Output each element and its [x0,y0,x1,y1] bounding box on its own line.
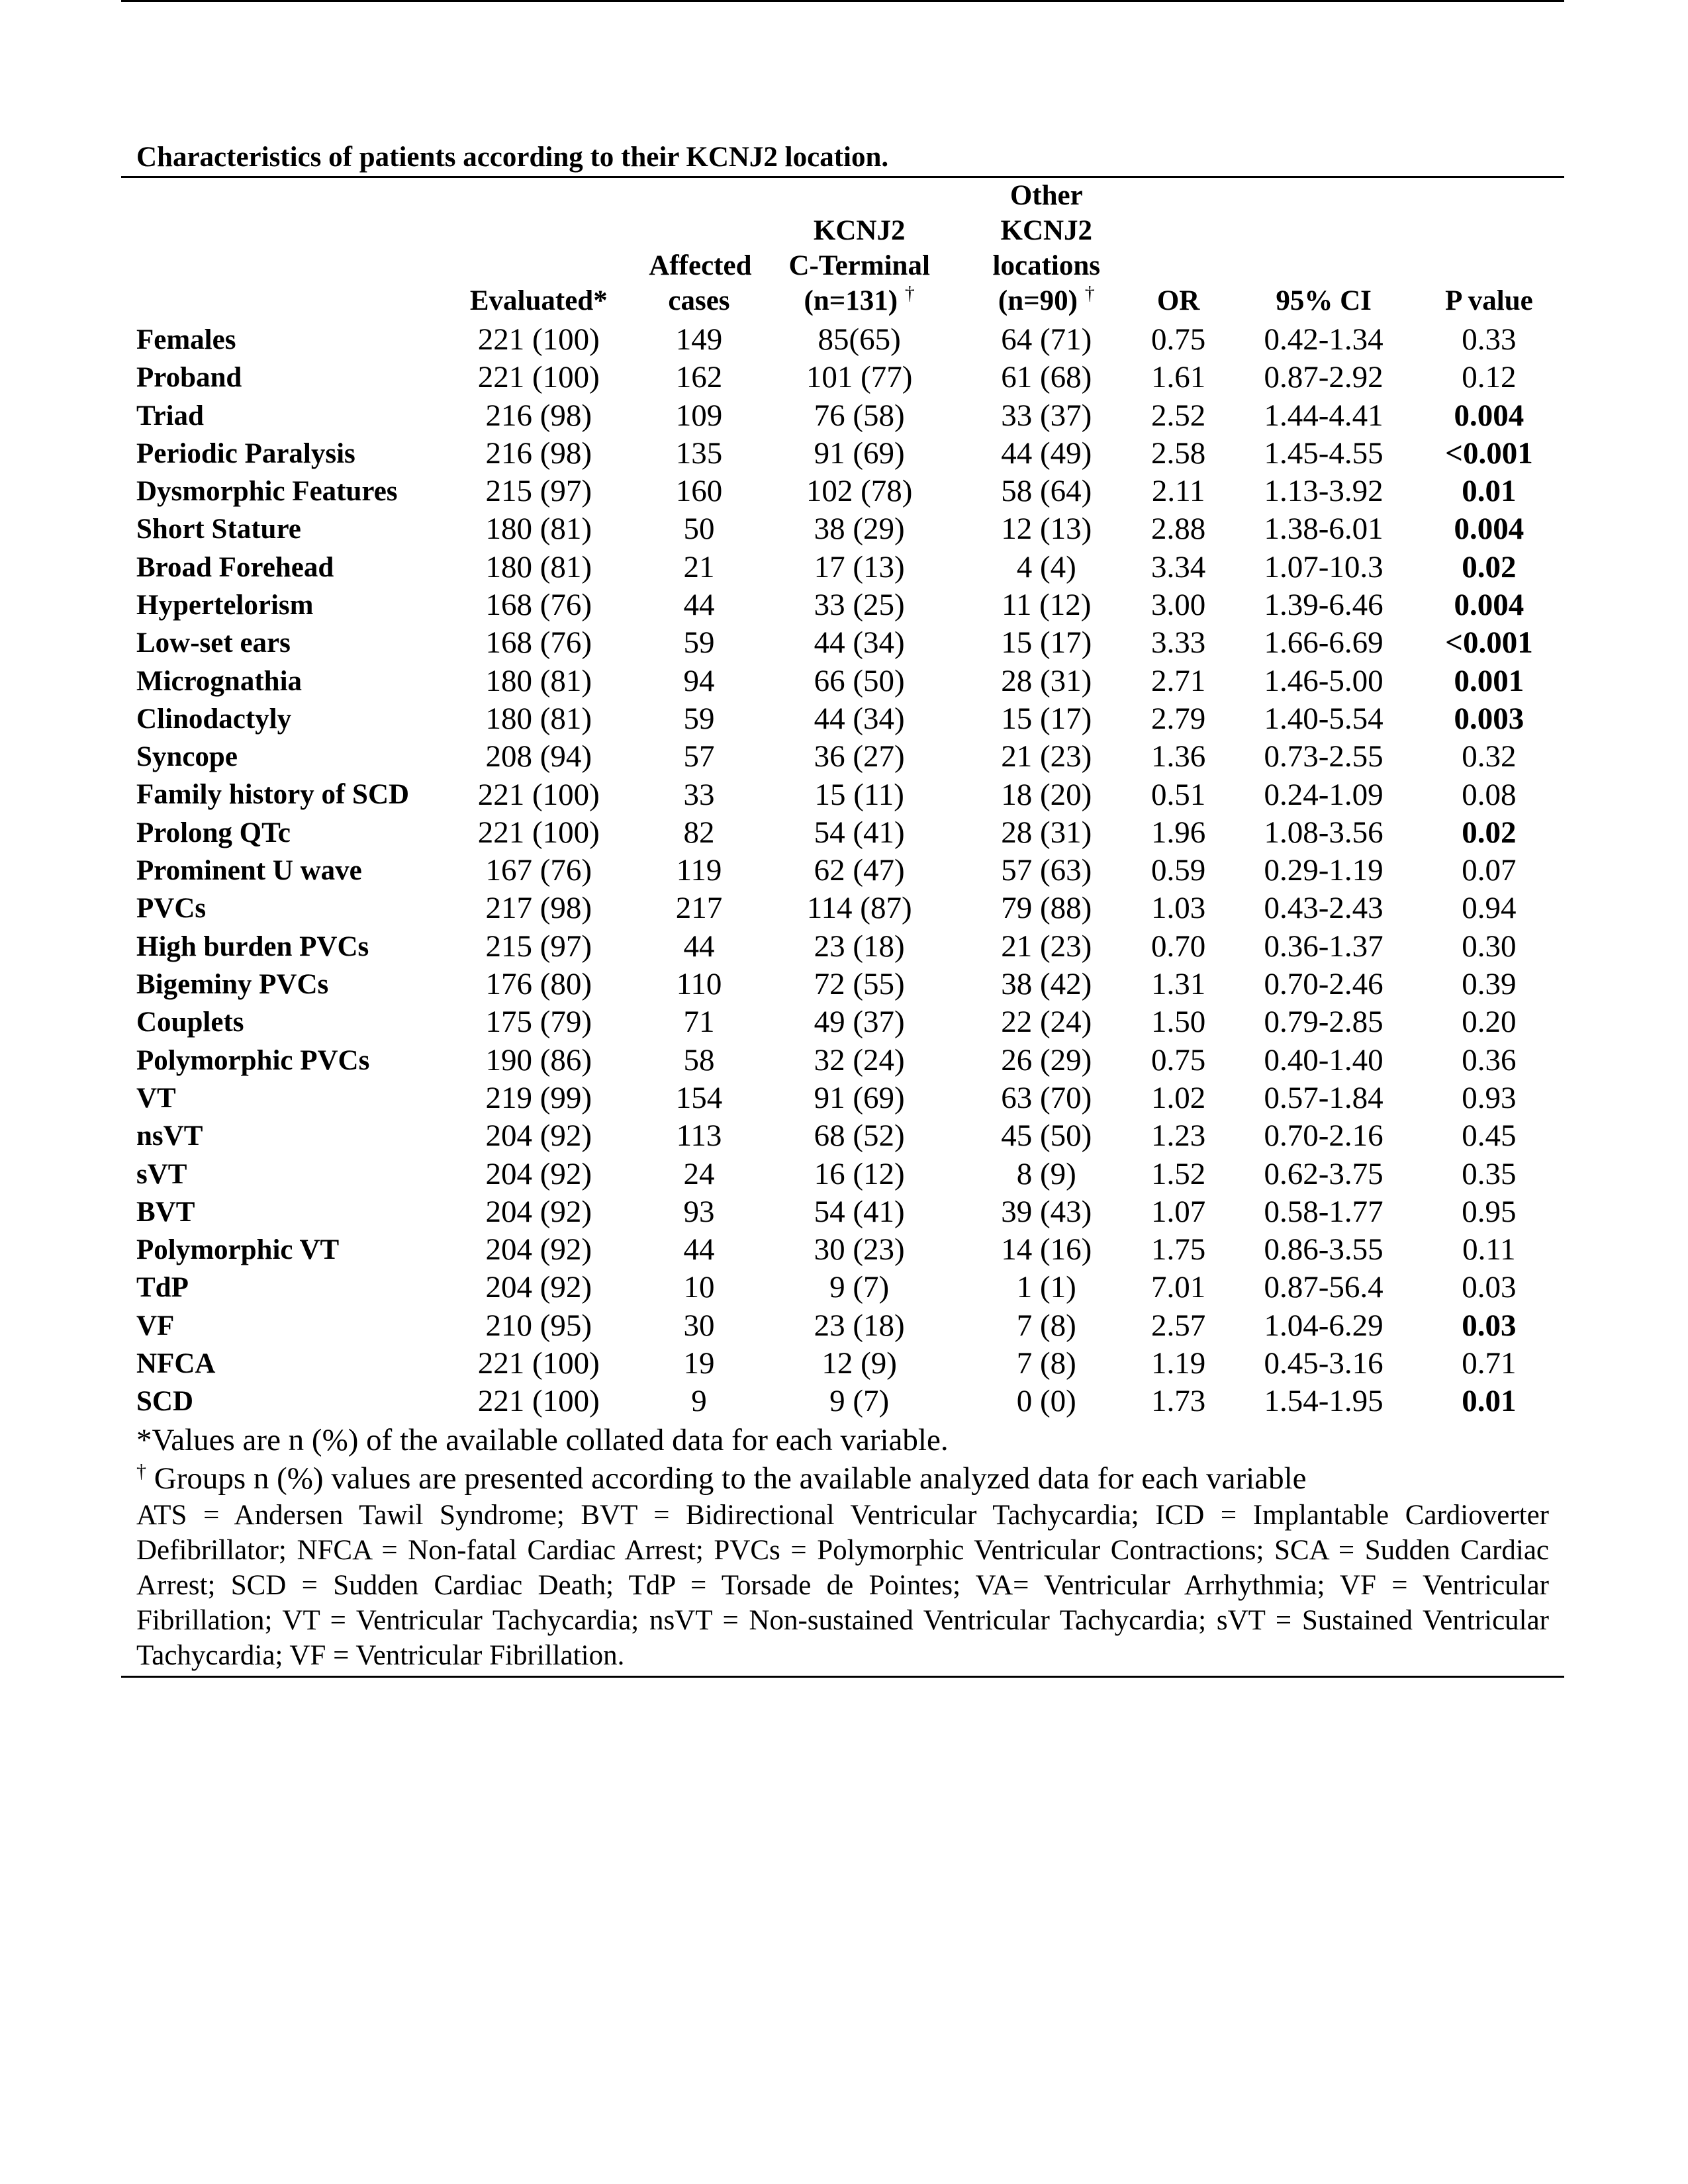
cell-ci: 0.29-1.19 [1264,853,1383,888]
cell-p: 0.03 [1462,1308,1517,1343]
cell-other: 12 (13) [1001,512,1092,547]
cell-other: 58 (64) [1001,474,1092,509]
cell-p: 0.001 [1454,663,1524,698]
cell-affected: 10 [683,1270,715,1305]
cell-variable: Dysmorphic Features [136,476,398,508]
cell-p: 0.71 [1462,1346,1517,1381]
table-row [121,966,1564,1003]
cell-or: 2.57 [1150,1308,1206,1343]
cell-p: 0.03 [1462,1270,1517,1305]
cell-or: 7.01 [1150,1270,1206,1305]
cell-affected: 19 [683,1346,715,1381]
cell-variable: Females [136,324,236,355]
cell-ci: 1.08-3.56 [1264,815,1383,850]
cell-p: 0.11 [1462,1232,1516,1267]
cell-ci: 0.87-2.92 [1264,360,1383,395]
header-other-locations [970,178,1123,321]
cell-p: 0.02 [1462,549,1517,584]
cell-other: 63 (70) [1001,1080,1092,1115]
table-row [121,1307,1564,1345]
header-ci [1233,178,1414,321]
table-row [121,549,1564,586]
cell-p: 0.07 [1462,853,1517,888]
cell-p: 0.95 [1462,1194,1517,1229]
header-other-line1: Other [1009,180,1083,211]
cell-evaluated: 215 (97) [485,474,592,509]
header-ci-text: 95% CI [1276,285,1372,316]
cell-cterm: 36 (27) [814,739,905,774]
cell-or: 1.52 [1150,1156,1206,1191]
table-row [121,1269,1564,1306]
cell-other: 26 (29) [1001,1042,1092,1077]
header-cterminal-line3: (n=131) [804,285,898,316]
cell-variable: Periodic Paralysis [136,437,355,469]
cell-affected: 109 [675,398,723,433]
cell-evaluated: 176 (80) [485,967,592,1002]
cell-or: 0.51 [1150,777,1206,812]
cell-affected: 162 [675,360,723,395]
cell-affected: 135 [675,435,723,471]
cell-cterm: 54 (41) [814,1194,905,1229]
table-row [121,1231,1564,1269]
cell-ci: 1.46-5.00 [1264,663,1383,698]
cell-cterm: 114 (87) [806,891,912,926]
header-variable [121,178,428,321]
cell-affected: 154 [675,1080,723,1115]
cell-evaluated: 180 (81) [485,549,592,584]
cell-affected: 44 [683,1232,715,1267]
cell-or: 0.70 [1150,929,1206,964]
cell-or: 0.75 [1150,1042,1206,1077]
cell-variable: sVT [136,1158,187,1190]
cell-other: 22 (24) [1001,1005,1092,1040]
cell-p: 0.004 [1454,512,1524,547]
header-affected-line1: Affected [649,250,752,281]
cell-ci: 0.40-1.40 [1264,1042,1383,1077]
cell-other: 28 (31) [1001,815,1092,850]
cell-affected: 59 [683,701,715,736]
cell-p: <0.001 [1445,435,1533,471]
cell-other: 18 (20) [1001,777,1092,812]
table-block [121,139,1564,1678]
cell-variable: Short Stature [136,514,301,545]
cell-affected: 119 [676,853,722,888]
cell-other: 38 (42) [1001,967,1092,1002]
cell-ci: 1.40-5.54 [1264,701,1383,736]
cell-variable: Hypertelorism [136,590,314,621]
cell-variable: Family history of SCD [136,778,410,810]
cell-other: 21 (23) [1001,929,1092,964]
cell-p: 0.02 [1462,815,1517,850]
header-or [1123,178,1234,321]
cell-ci: 0.86-3.55 [1264,1232,1383,1267]
cell-cterm: 85(65) [818,322,901,357]
header-cterminal-line1: KCNJ2 [813,215,906,246]
cell-evaluated: 204 (92) [485,1270,592,1305]
footnote-dagger: † [136,1459,146,1482]
cell-p: 0.32 [1462,739,1517,774]
cell-p: 0.004 [1454,398,1524,433]
cell-variable: NFCA [136,1348,216,1380]
cell-cterm: 91 (69) [814,1080,905,1115]
cell-evaluated: 221 (100) [477,777,600,812]
header-other-line2: KCNJ2 [1000,215,1093,246]
cell-ci: 1.38-6.01 [1264,512,1383,547]
cell-or: 0.75 [1150,322,1206,357]
cell-ci: 1.54-1.95 [1264,1384,1383,1419]
cell-other: 79 (88) [1001,891,1092,926]
table-row [121,814,1564,852]
cell-other: 15 (17) [1001,701,1092,736]
cell-cterm: 66 (50) [814,663,905,698]
cell-other: 4 (4) [1016,549,1076,584]
cell-or: 1.75 [1150,1232,1206,1267]
header-affected-line2: cases [668,285,730,316]
table-row [121,928,1564,966]
cell-other: 44 (49) [1001,435,1092,471]
table-row [121,321,1564,359]
cell-affected: 149 [675,322,723,357]
cell-evaluated: 180 (81) [485,663,592,698]
cell-cterm: 32 (24) [814,1042,905,1077]
cell-ci: 0.43-2.43 [1264,891,1383,926]
cell-variable: Syncope [136,741,238,773]
cell-affected: 93 [683,1194,715,1229]
cell-or: 2.11 [1151,474,1205,509]
header-other-line4: (n=90) [998,285,1078,316]
cell-cterm: 17 (13) [814,549,905,584]
cell-affected: 217 [675,891,723,926]
table-row [121,1079,1564,1117]
cell-ci: 1.44-4.41 [1264,398,1383,433]
table-row [121,700,1564,738]
table-row [121,1117,1564,1155]
cell-other: 21 (23) [1001,739,1092,774]
cell-variable: nsVT [136,1120,203,1152]
cell-other: 14 (16) [1001,1232,1092,1267]
cell-evaluated: 221 (100) [477,815,600,850]
header-cterminal-line2: C-Terminal [788,250,930,281]
cell-or: 2.71 [1150,663,1206,698]
cell-p: 0.20 [1462,1005,1517,1040]
cell-cterm: 54 (41) [814,815,905,850]
cell-evaluated: 216 (98) [485,435,592,471]
cell-affected: 50 [683,512,715,547]
cell-evaluated: 204 (92) [485,1118,592,1154]
cell-evaluated: 210 (95) [485,1308,592,1343]
cell-or: 1.07 [1150,1194,1206,1229]
cell-p: 0.36 [1462,1042,1517,1077]
cell-or: 1.73 [1150,1384,1206,1419]
cell-evaluated: 208 (94) [485,739,592,774]
table-body [121,321,1564,1421]
header-or-text: OR [1156,285,1200,316]
cell-ci: 0.62-3.75 [1264,1156,1383,1191]
cell-cterm: 72 (55) [814,967,905,1002]
cell-variable: Broad Forehead [136,551,334,583]
cell-evaluated: 167 (76) [485,853,592,888]
cell-cterm: 16 (12) [814,1156,905,1191]
cell-affected: 113 [676,1118,722,1154]
cell-cterm: 12 (9) [821,1346,897,1381]
cell-variable: Polymorphic VT [136,1234,340,1266]
cell-ci: 0.79-2.85 [1264,1005,1383,1040]
table-row [121,1345,1564,1383]
cell-evaluated: 190 (86) [485,1042,592,1077]
table-row [121,1042,1564,1079]
cell-p: 0.003 [1454,701,1524,736]
cell-affected: 44 [683,929,715,964]
cell-variable: Prominent U wave [136,855,362,887]
cell-cterm: 44 (34) [814,625,905,660]
cell-evaluated: 168 (76) [485,625,592,660]
cell-or: 3.34 [1150,549,1206,584]
cell-ci: 1.07-10.3 [1264,549,1383,584]
cell-ci: 0.73-2.55 [1264,739,1383,774]
cell-evaluated: 221 (100) [477,322,600,357]
cell-cterm: 76 (58) [814,398,905,433]
cell-variable: Low-set ears [136,627,291,659]
cell-cterm: 49 (37) [814,1005,905,1040]
cell-or: 2.52 [1150,398,1206,433]
table-row [121,1156,1564,1193]
table-row [121,1383,1564,1420]
cell-affected: 21 [683,549,715,584]
cell-variable: SCD [136,1386,194,1418]
cell-ci: 0.42-1.34 [1264,322,1383,357]
cell-evaluated: 221 (100) [477,360,600,395]
cell-variable: Proband [136,362,242,394]
header-evaluated-text: Evaluated* [469,285,608,316]
cell-evaluated: 204 (92) [485,1156,592,1191]
top-rule [121,0,1564,2]
cell-or: 1.02 [1150,1080,1206,1115]
cell-variable: High burden PVCs [136,931,369,962]
cell-other: 39 (43) [1001,1194,1092,1229]
cell-or: 1.31 [1150,967,1206,1002]
header-p-text: P value [1445,285,1533,316]
cell-or: 1.03 [1150,891,1206,926]
cell-affected: 57 [683,739,715,774]
cell-cterm: 23 (18) [814,929,905,964]
cell-ci: 0.57-1.84 [1264,1080,1383,1115]
table-row [121,397,1564,435]
cell-ci: 1.04-6.29 [1264,1308,1383,1343]
cell-other: 11 (12) [1002,588,1092,623]
cell-evaluated: 216 (98) [485,398,592,433]
cell-cterm: 44 (34) [814,701,905,736]
table-row [121,738,1564,776]
cell-p: 0.93 [1462,1080,1517,1115]
cell-evaluated: 175 (79) [485,1005,592,1040]
results-table [121,178,1564,1421]
table-row [121,624,1564,662]
cell-cterm: 101 (77) [806,360,913,395]
cell-ci: 0.45-3.16 [1264,1346,1383,1381]
cell-other: 1 (1) [1016,1270,1076,1305]
cell-or: 1.23 [1150,1118,1206,1154]
cell-other: 8 (9) [1016,1156,1076,1191]
cell-ci: 0.24-1.09 [1264,777,1383,812]
table-row [121,889,1564,927]
table-row [121,1193,1564,1231]
cell-affected: 71 [683,1005,715,1040]
cell-variable: VT [136,1082,176,1114]
cell-other: 0 (0) [1016,1384,1076,1419]
cell-p: 0.01 [1462,1384,1517,1419]
cell-variable: PVCs [136,893,207,925]
cell-cterm: 62 (47) [814,853,905,888]
cell-ci: 1.66-6.69 [1264,625,1383,660]
header-affected [649,178,752,321]
cell-affected: 33 [683,777,715,812]
cell-other: 61 (68) [1001,360,1092,395]
table-row [121,776,1564,814]
table-caption: Characteristics of patients according to their KCNJ2 location. [121,139,1564,178]
cell-p: 0.33 [1462,322,1517,357]
cell-p: 0.45 [1462,1118,1517,1154]
cell-variable: BVT [136,1196,195,1228]
cell-p: 0.35 [1462,1156,1517,1191]
cell-variable: Prolong QTc [136,817,291,848]
cell-p: 0.94 [1462,891,1517,926]
cell-evaluated: 180 (81) [485,701,592,736]
cell-affected: 9 [691,1384,707,1419]
header-cterminal [749,178,970,321]
cell-evaluated: 168 (76) [485,588,592,623]
cell-or: 1.19 [1150,1346,1206,1381]
cell-variable: Bigeminy PVCs [136,969,329,1001]
cell-ci: 0.70-2.46 [1264,967,1383,1002]
cell-or: 1.36 [1150,739,1206,774]
cell-ci: 0.58-1.77 [1264,1194,1383,1229]
cell-or: 3.00 [1150,588,1206,623]
cell-ci: 0.70-2.16 [1264,1118,1383,1154]
cell-variable: Couplets [136,1007,244,1038]
table-row [121,852,1564,889]
header-row [121,178,1564,321]
footnotes [121,1421,1564,1678]
cell-affected: 24 [683,1156,715,1191]
cell-affected: 82 [683,815,715,850]
cell-or: 3.33 [1150,625,1206,660]
cell-p: 0.004 [1454,588,1524,623]
cell-other: 15 (17) [1001,625,1092,660]
cell-or: 2.58 [1150,435,1206,471]
cell-evaluated: 215 (97) [485,929,592,964]
header-cterminal-dagger: † [904,282,915,304]
cell-variable: TdP [136,1272,189,1304]
footnote-abbreviations: ATS = Andersen Tawil Syndrome; BVT = Bidirectional Ventricular Tachycardia; ICD = Implantable Cardioverter Defibrillator; NFCA = Non-fatal Cardiac Arrest; PVCs = Polymorphic Ventricular Contractions; SCA = Sudden Cardiac Arrest; SCD = Sudden Cardiac Death; TdP = Torsade de Pointes; VA= Ventricular Arrhythmia; VF = Ventricular Fibrillation; VT = Ventricular Tachycardia; nsVT = Non-sustained Ventricular Tachycardia; sVT = Sustained Ventricular Tachycardia; VF = Ventricular Fibrillation. [136,1499,1549,1671]
cell-affected: 58 [683,1042,715,1077]
cell-p: 0.39 [1462,967,1517,1002]
cell-or: 0.59 [1150,853,1206,888]
cell-variable: Triad [136,400,204,432]
cell-p: <0.001 [1445,625,1533,660]
footnote-groups [136,1459,1549,1498]
table-row [121,473,1564,510]
cell-ci: 0.36-1.37 [1264,929,1383,964]
cell-ci: 1.13-3.92 [1264,474,1383,509]
table-row [121,359,1564,396]
cell-or: 1.61 [1150,360,1206,395]
cell-other: 33 (37) [1001,398,1092,433]
cell-affected: 160 [675,474,723,509]
cell-cterm: 33 (25) [814,588,905,623]
cell-or: 1.96 [1150,815,1206,850]
table-row [121,435,1564,473]
cell-cterm: 91 (69) [814,435,905,471]
cell-other: 45 (50) [1001,1118,1092,1154]
cell-variable: VF [136,1310,175,1342]
cell-variable: Micrognathia [136,665,303,697]
table-row [121,662,1564,700]
cell-evaluated: 217 (98) [485,891,592,926]
cell-or: 1.50 [1150,1005,1206,1040]
cell-cterm: 15 (11) [814,777,904,812]
cell-affected: 94 [683,663,715,698]
cell-cterm: 9 (7) [829,1270,890,1305]
cell-affected: 110 [676,967,722,1002]
header-other-line3: locations [992,250,1100,281]
header-evaluated [428,178,649,321]
cell-other: 64 (71) [1001,322,1092,357]
cell-p: 0.01 [1462,474,1517,509]
cell-p: 0.08 [1462,777,1517,812]
cell-cterm: 102 (78) [806,474,913,509]
cell-or: 2.88 [1150,512,1206,547]
cell-affected: 59 [683,625,715,660]
cell-affected: 44 [683,588,715,623]
cell-other: 57 (63) [1001,853,1092,888]
cell-cterm: 23 (18) [814,1308,905,1343]
cell-ci: 1.45-4.55 [1264,435,1383,471]
table-row [121,586,1564,624]
cell-evaluated: 204 (92) [485,1232,592,1267]
cell-evaluated: 219 (99) [485,1080,592,1115]
cell-cterm: 9 (7) [829,1384,890,1419]
cell-other: 7 (8) [1016,1346,1076,1381]
table-row [121,1003,1564,1041]
cell-p: 0.12 [1462,360,1517,395]
cell-ci: 0.87-56.4 [1264,1270,1383,1305]
cell-cterm: 38 (29) [814,512,905,547]
cell-evaluated: 204 (92) [485,1194,592,1229]
cell-evaluated: 180 (81) [485,512,592,547]
footnote-groups-text: Groups n (%) values are presented according to the available analyzed data for each variable [146,1461,1307,1496]
cell-evaluated: 221 (100) [477,1384,600,1419]
table-row [121,510,1564,548]
cell-other: 28 (31) [1001,663,1092,698]
footnote-values: *Values are n (%) of the available collated data for each variable. [136,1422,949,1457]
cell-evaluated: 221 (100) [477,1346,600,1381]
header-other-dagger: † [1084,282,1095,304]
cell-variable: Polymorphic PVCs [136,1044,370,1076]
cell-other: 7 (8) [1016,1308,1076,1343]
cell-or: 2.79 [1150,701,1206,736]
cell-ci: 1.39-6.46 [1264,588,1383,623]
cell-cterm: 68 (52) [814,1118,905,1154]
cell-cterm: 30 (23) [814,1232,905,1267]
cell-affected: 30 [683,1308,715,1343]
cell-variable: Clinodactyly [136,703,292,735]
header-p-value [1414,178,1564,321]
cell-p: 0.30 [1462,929,1517,964]
